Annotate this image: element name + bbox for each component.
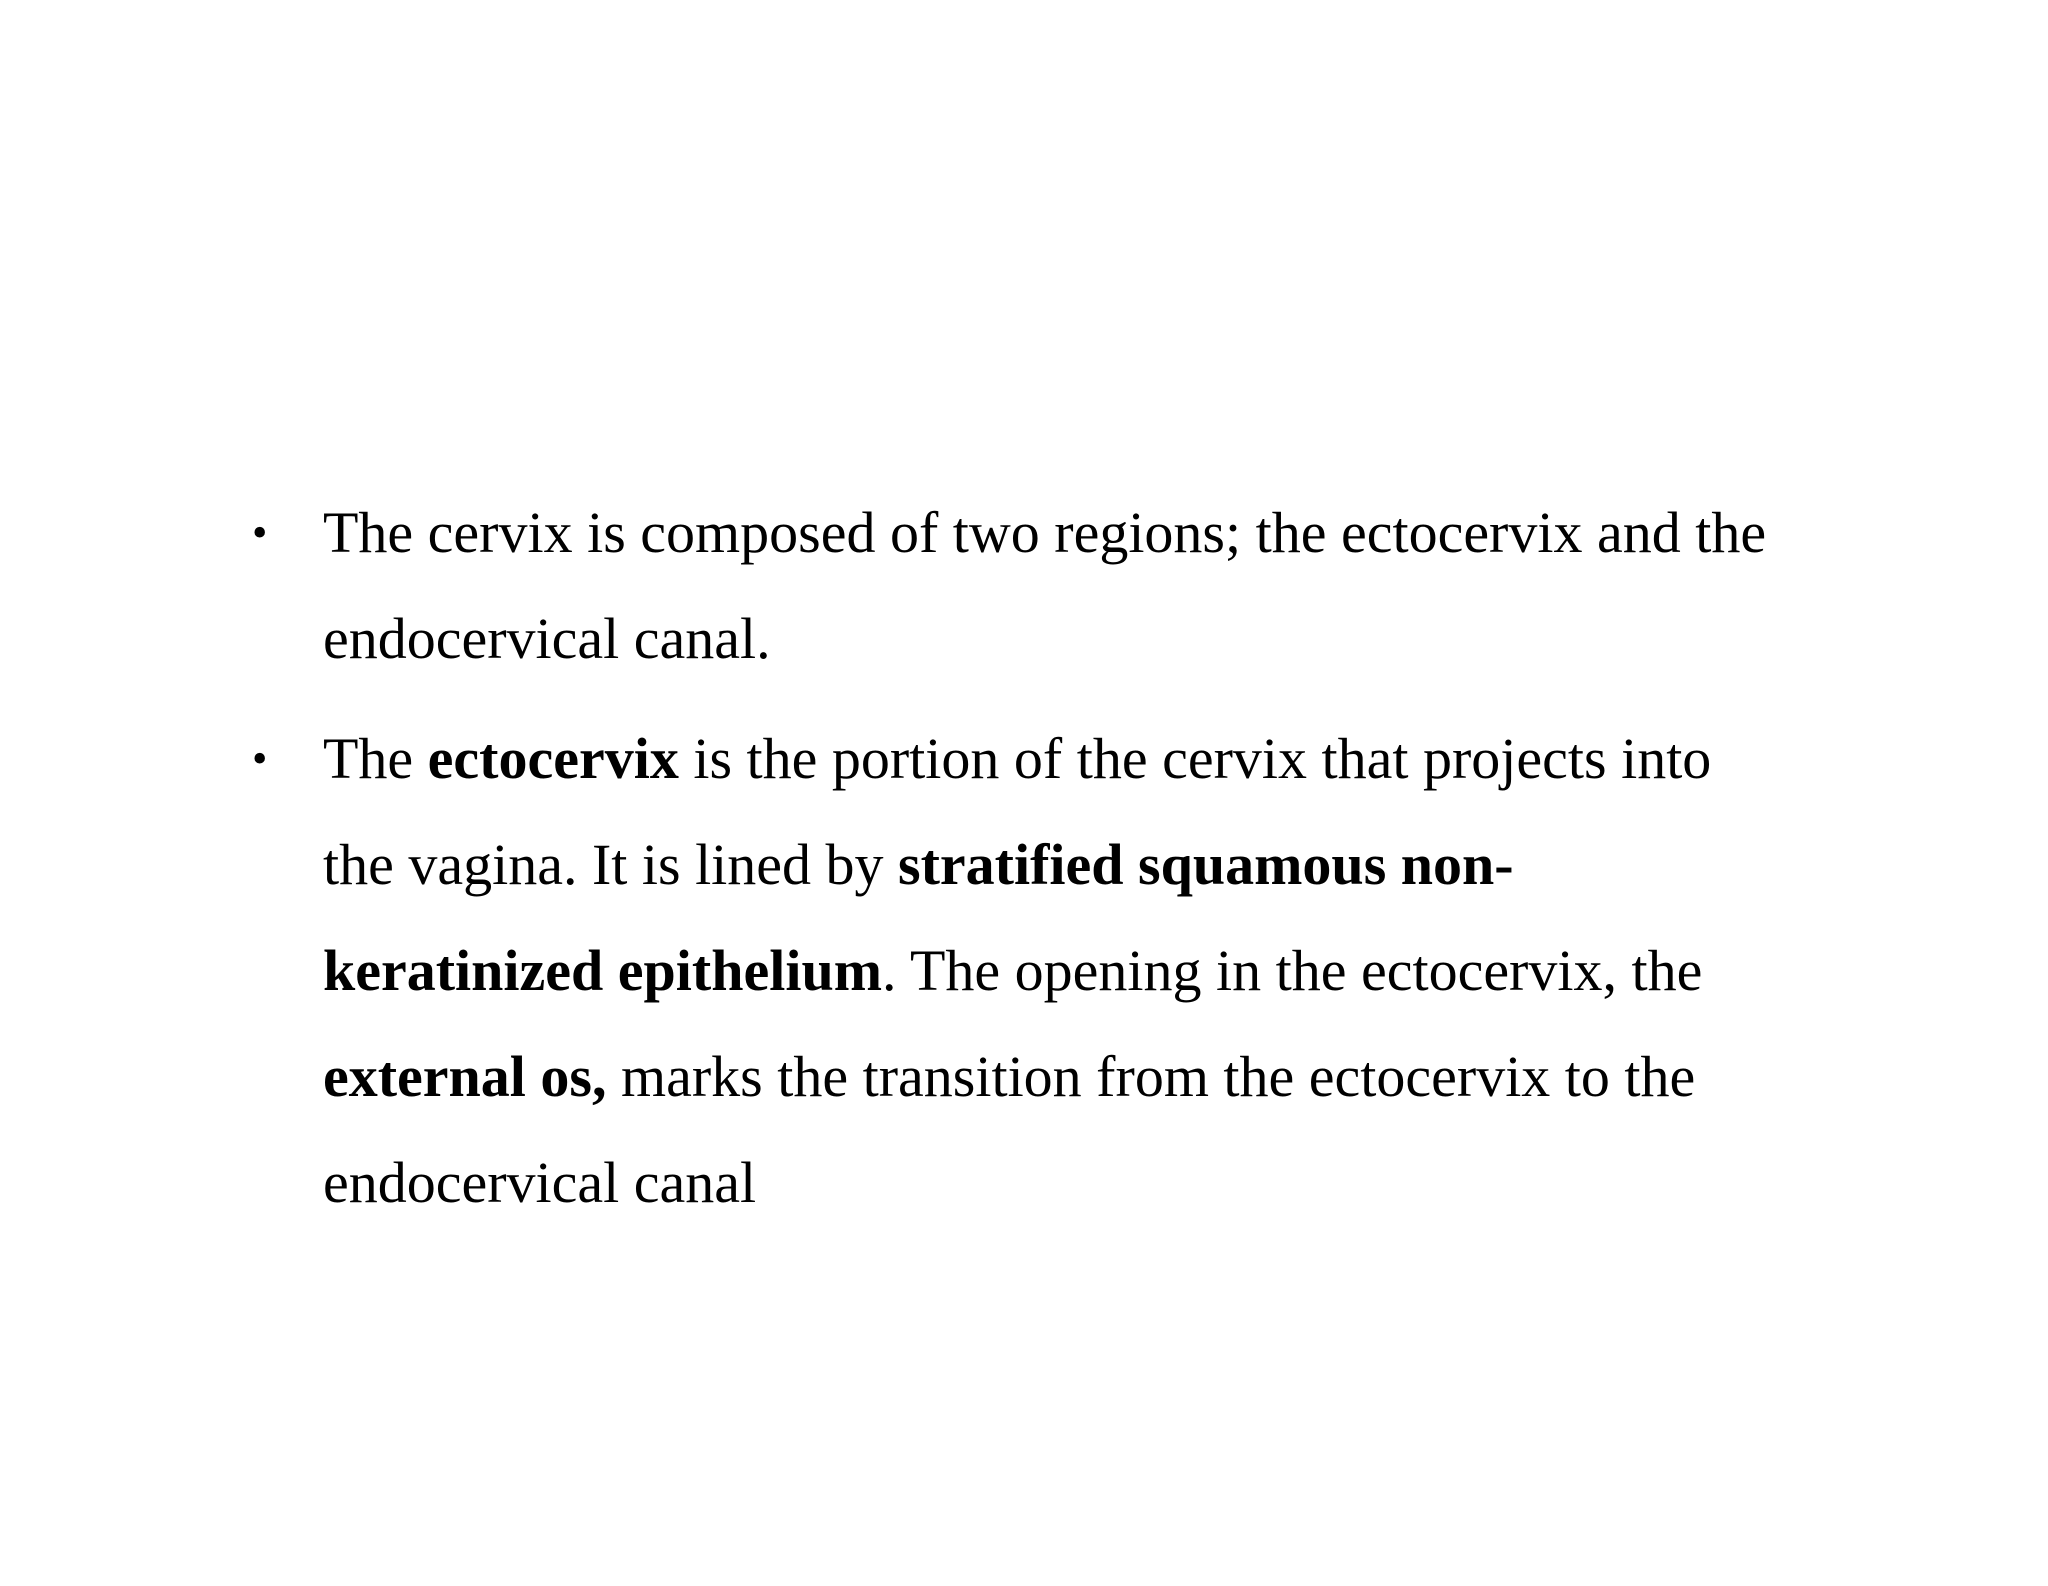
text-line xyxy=(323,1130,1812,1236)
text-line xyxy=(323,812,1812,918)
text-run: marks the transition from the ectocervix to the xyxy=(606,1044,1696,1109)
text-line xyxy=(323,586,1812,692)
text-line xyxy=(323,706,1812,812)
text-run: . The opening in the ectocervix, the xyxy=(882,938,1703,1003)
bullet-item-2 xyxy=(252,706,1812,1236)
bold-term: external os, xyxy=(323,1044,607,1109)
bullet-dot-icon: • xyxy=(252,734,268,783)
text-line xyxy=(323,1024,1812,1130)
text-run: The cervix is composed of two regions; the ectocervix and the xyxy=(323,500,1767,565)
text-run: the vagina. It is lined by xyxy=(323,832,899,897)
bullet-dot-icon: • xyxy=(252,508,268,557)
text-run: endocervical canal. xyxy=(323,606,771,671)
text-run: The xyxy=(323,726,428,791)
bold-term: stratified squamous non- xyxy=(898,832,1514,897)
bold-term: keratinized epithelium xyxy=(323,938,883,1003)
text-line xyxy=(323,918,1812,1024)
bullet-item-1 xyxy=(252,480,1812,692)
text-run: endocervical canal xyxy=(323,1150,757,1215)
text-run: is the portion of the cervix that projects into xyxy=(678,726,1712,791)
bold-term: ectocervix xyxy=(427,726,679,791)
text-line xyxy=(323,480,1812,586)
bullet-list xyxy=(252,480,1812,1236)
